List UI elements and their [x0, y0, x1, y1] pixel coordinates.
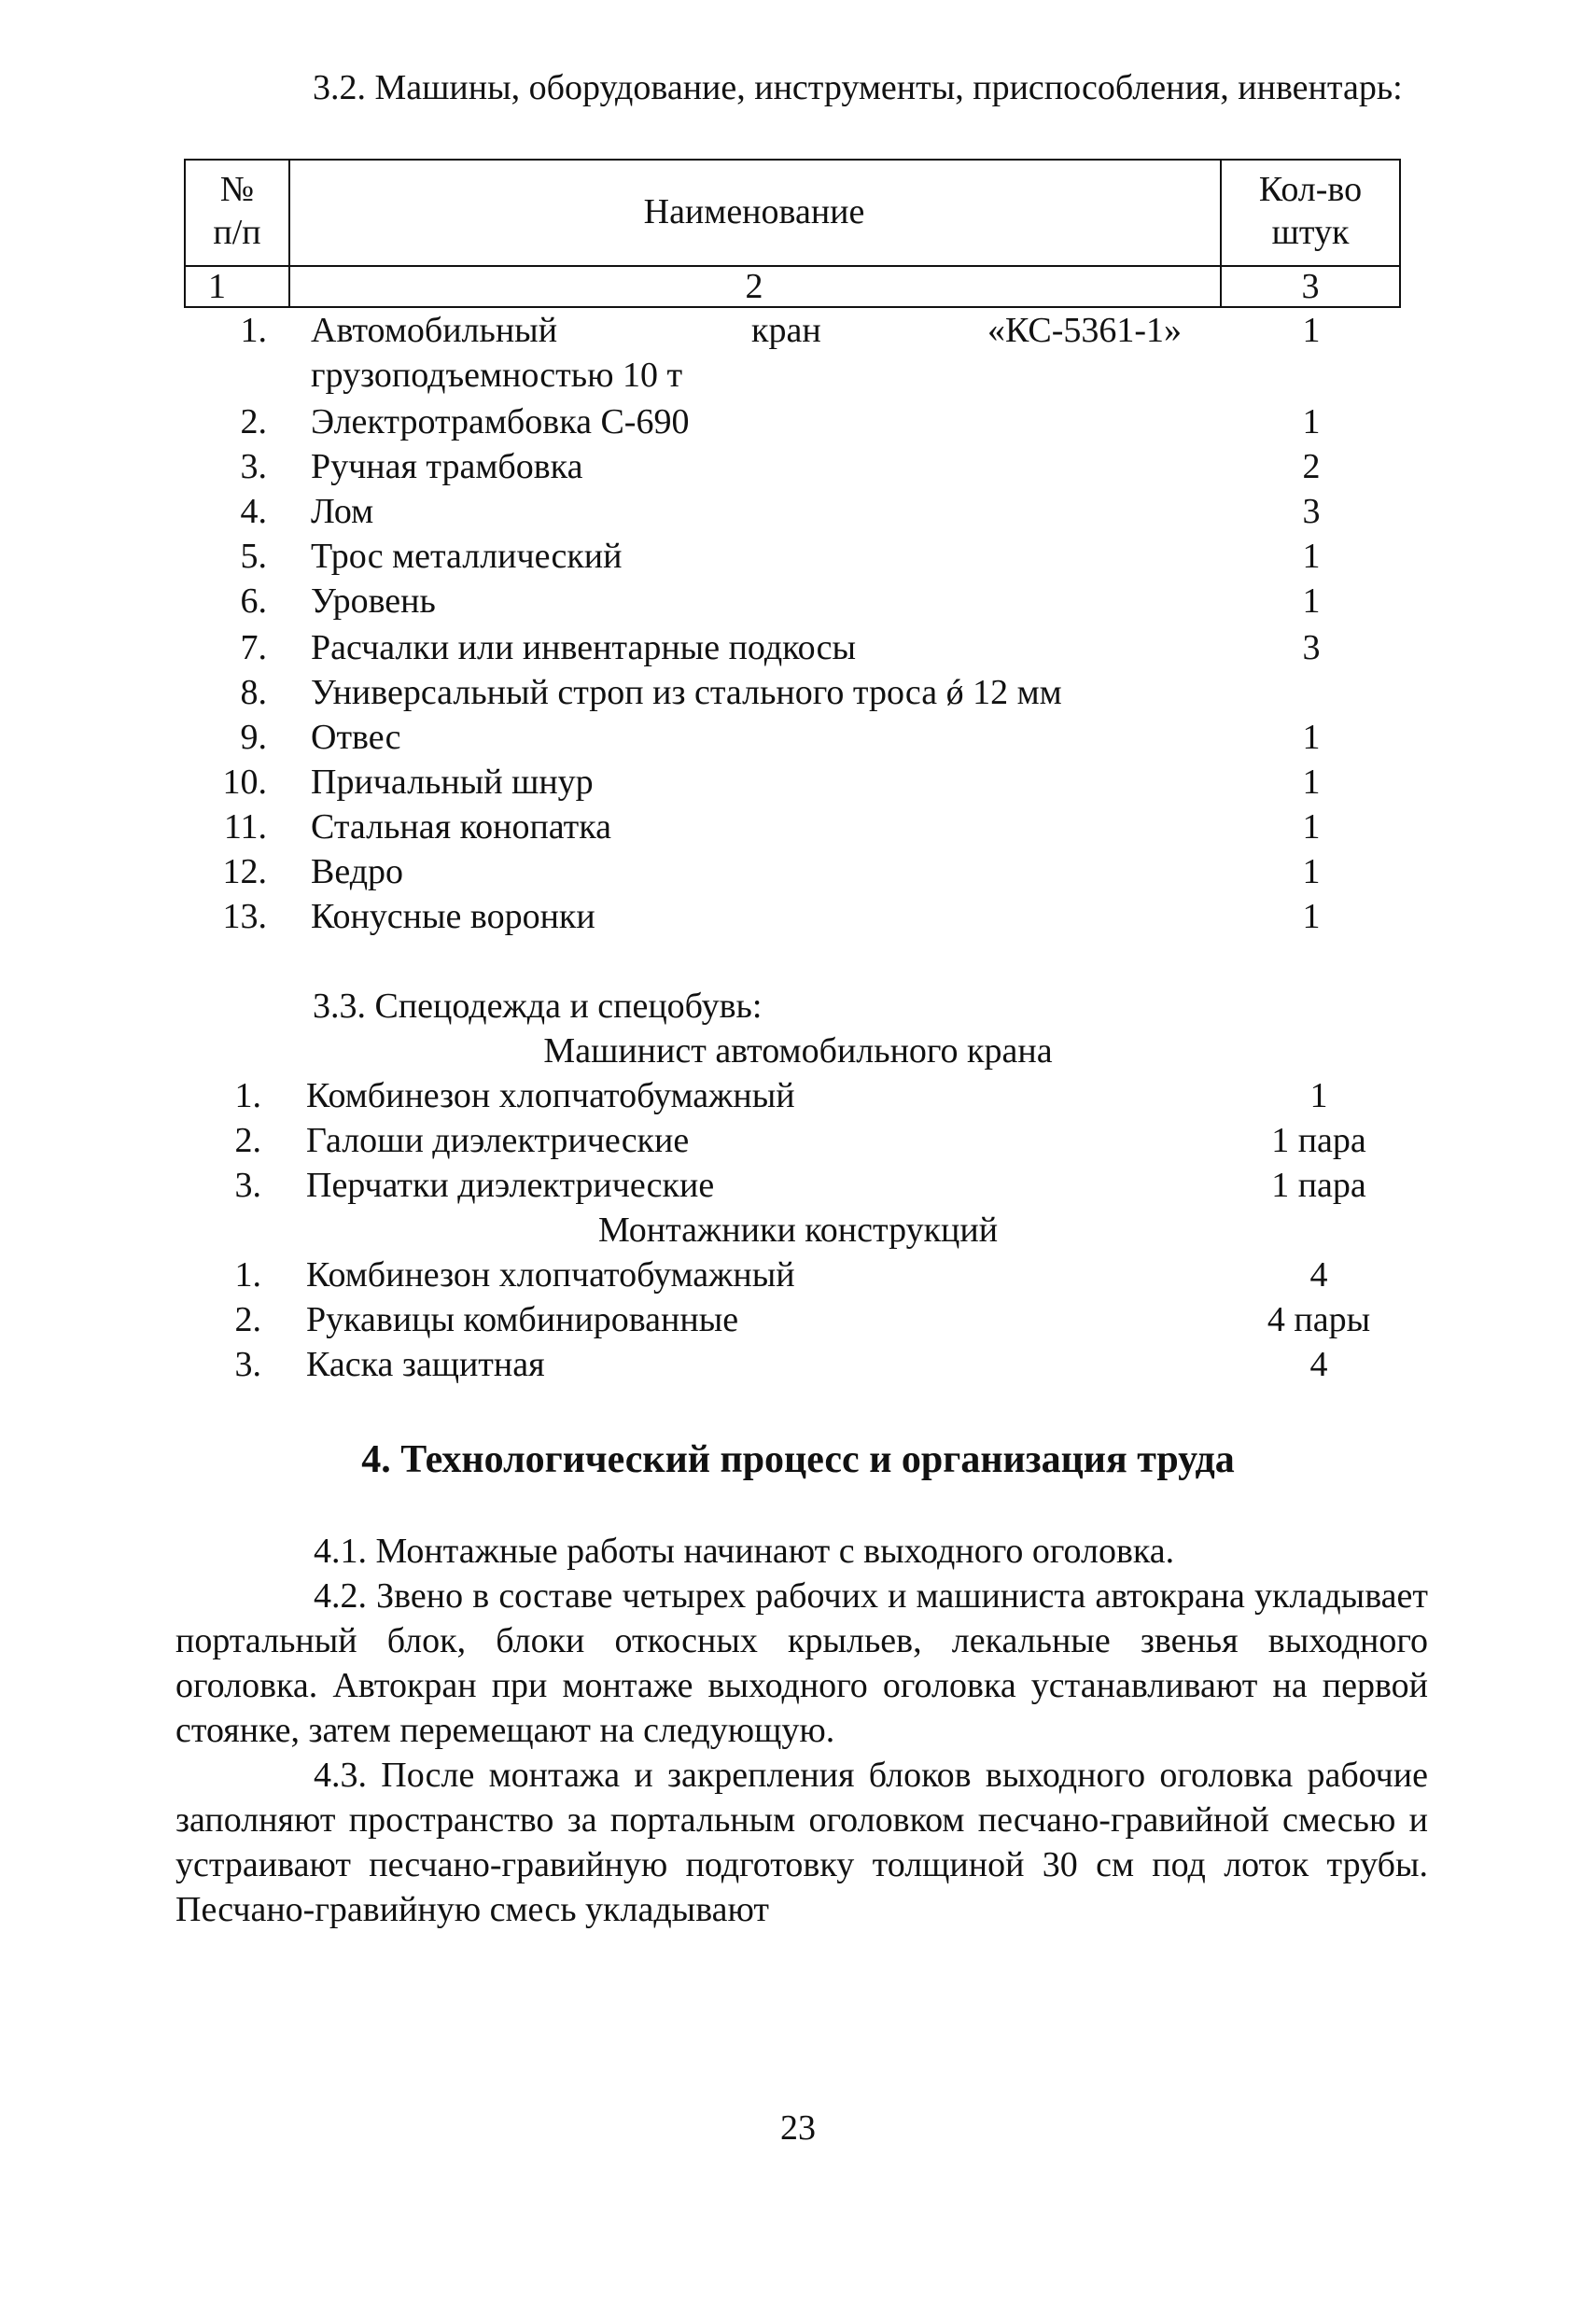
- list-item: [0, 399, 1596, 444]
- column-index-1: 1: [208, 267, 226, 306]
- item-name: Отвес: [311, 718, 401, 757]
- item-name-part: Автомобильный: [311, 311, 558, 350]
- paragraph: [175, 1753, 1428, 1932]
- list-item: [0, 805, 1596, 849]
- item-name: Каска защитная: [306, 1345, 545, 1384]
- item-quantity: 3: [1302, 628, 1321, 667]
- list-item: [0, 579, 1596, 623]
- list-item-continuation: [0, 353, 1596, 398]
- list-item: [0, 894, 1596, 939]
- paragraph: [175, 1529, 1428, 1574]
- item-quantity: 1 пара: [1271, 1166, 1366, 1205]
- item-name: Рукавицы комбинированные: [306, 1300, 739, 1339]
- item-quantity: 1: [1302, 537, 1321, 576]
- list-item: [0, 670, 1596, 715]
- item-name: Причальный шнур: [311, 763, 594, 802]
- item-number: 6.: [240, 581, 267, 621]
- list-item: [0, 1342, 1596, 1387]
- list-item: [0, 625, 1596, 670]
- paragraph-text: 4.2. Звено в составе четырех рабочих и машиниста автокрана укладывает портальный блок, блоки откосных крыльев, лекальные звенья выходного оголовка. Автокран при монтаже выходного оголовка устанавливают на первой стоянке, затем перемещают на следующую.: [175, 1576, 1428, 1750]
- item-name: Перчатки диэлектрические: [306, 1166, 715, 1205]
- item-name-part: кран: [751, 311, 821, 350]
- item-name: Комбинезон хлопчатобумажный: [306, 1255, 795, 1295]
- item-number: 1.: [234, 1255, 261, 1295]
- item-number: 1.: [240, 311, 267, 350]
- item-quantity: 1: [1302, 807, 1321, 847]
- item-number: 8.: [240, 673, 267, 712]
- list-item: [0, 534, 1596, 579]
- item-name: Ручная трамбовка: [311, 447, 583, 486]
- item-number: 7.: [240, 628, 267, 667]
- item-quantity: 1: [1302, 763, 1321, 802]
- item-name: Уровень: [311, 581, 436, 621]
- group-title: Машинист автомобильного крана: [543, 1031, 1053, 1071]
- item-name: Галоши диэлектрические: [306, 1121, 690, 1160]
- column-header-name: Наименование: [643, 192, 865, 231]
- item-number: 3.: [240, 447, 267, 486]
- item-number: 13.: [222, 897, 267, 936]
- item-quantity: 1: [1302, 581, 1321, 621]
- item-quantity: 3: [1302, 492, 1321, 531]
- item-name: Лом: [311, 492, 374, 531]
- item-quantity: 1: [1302, 402, 1321, 441]
- item-quantity: 4: [1309, 1345, 1328, 1384]
- column-header-number: № п/п: [213, 170, 261, 252]
- item-quantity: 1: [1302, 852, 1321, 891]
- item-name-part: грузоподъемностью 10 т: [311, 356, 683, 395]
- item-name: Расчалки или инвентарные подкосы: [311, 628, 857, 667]
- item-name: Конусные воронки: [311, 897, 595, 936]
- item-number: 5.: [240, 537, 267, 576]
- item-number: 4.: [240, 492, 267, 531]
- list-item: [0, 1073, 1596, 1118]
- section-3-3-heading: 3.3. Спецодежда и спецобувь:: [313, 987, 763, 1026]
- item-quantity: 2: [1302, 447, 1321, 486]
- item-name-part: «КС-5361-1»: [987, 311, 1183, 350]
- list-item: [0, 715, 1596, 760]
- list-item: [0, 1118, 1596, 1163]
- column-header-quantity: Кол-во штук: [1258, 170, 1363, 252]
- list-item: [0, 849, 1596, 894]
- item-number: 12.: [222, 852, 267, 891]
- item-quantity: 1 пара: [1271, 1121, 1366, 1160]
- column-index-2: 2: [745, 267, 763, 306]
- item-name: Трос металлический: [311, 537, 623, 576]
- paragraph: [175, 1574, 1428, 1753]
- list-item: [0, 760, 1596, 805]
- item-quantity: 1: [1302, 311, 1321, 350]
- item-number: 3.: [234, 1166, 261, 1205]
- paragraph-text: 4.3. После монтажа и закрепления блоков выходного оголовка рабочие заполняют пространство за портальным оголовком песчано-гравийной смесью и устраивают песчано-гравийную подготовку толщиной 30 см под лоток трубы. Песчано-гравийную смесь укладывают: [175, 1756, 1428, 1929]
- column-index-3: 3: [1301, 267, 1320, 306]
- item-name: Ведро: [311, 852, 404, 891]
- list-item: [0, 444, 1596, 489]
- item-number: 2.: [240, 402, 267, 441]
- item-quantity: 1: [1302, 897, 1321, 936]
- group-title: Монтажники конструкций: [597, 1211, 999, 1250]
- list-item: [0, 489, 1596, 534]
- item-number: 2.: [234, 1300, 261, 1339]
- list-item: [0, 1253, 1596, 1297]
- item-name: Электротрамбовка С-690: [311, 402, 690, 441]
- item-quantity: 4: [1309, 1255, 1328, 1295]
- list-item: [0, 1297, 1596, 1342]
- item-number: 10.: [222, 763, 267, 802]
- item-quantity: 1: [1309, 1076, 1328, 1115]
- item-number: 9.: [240, 718, 267, 757]
- item-number: 3.: [234, 1345, 261, 1384]
- item-number: 11.: [223, 807, 267, 847]
- item-name: Комбинезон хлопчатобумажный: [306, 1076, 795, 1115]
- item-name: Универсальный строп из стального троса ǿ 12 мм: [311, 673, 1062, 712]
- paragraph-text: 4.1. Монтажные работы начинают с выходного оголовка.: [314, 1532, 1175, 1571]
- equipment-table-header: [184, 159, 1401, 308]
- page-number: 23: [780, 2108, 816, 2148]
- list-item: [0, 1163, 1596, 1208]
- list-item: [0, 308, 1596, 353]
- item-number: 2.: [234, 1121, 261, 1160]
- section-3-2-heading: 3.2. Машины, оборудование, инструменты, приспособления, инвентарь:: [313, 68, 1403, 107]
- item-quantity: 4 пары: [1267, 1300, 1371, 1339]
- section-4-heading: 4. Технологический процесс и организация труда: [361, 1438, 1235, 1481]
- item-number: 1.: [234, 1076, 261, 1115]
- item-quantity: 1: [1302, 718, 1321, 757]
- item-name: Стальная конопатка: [311, 807, 612, 847]
